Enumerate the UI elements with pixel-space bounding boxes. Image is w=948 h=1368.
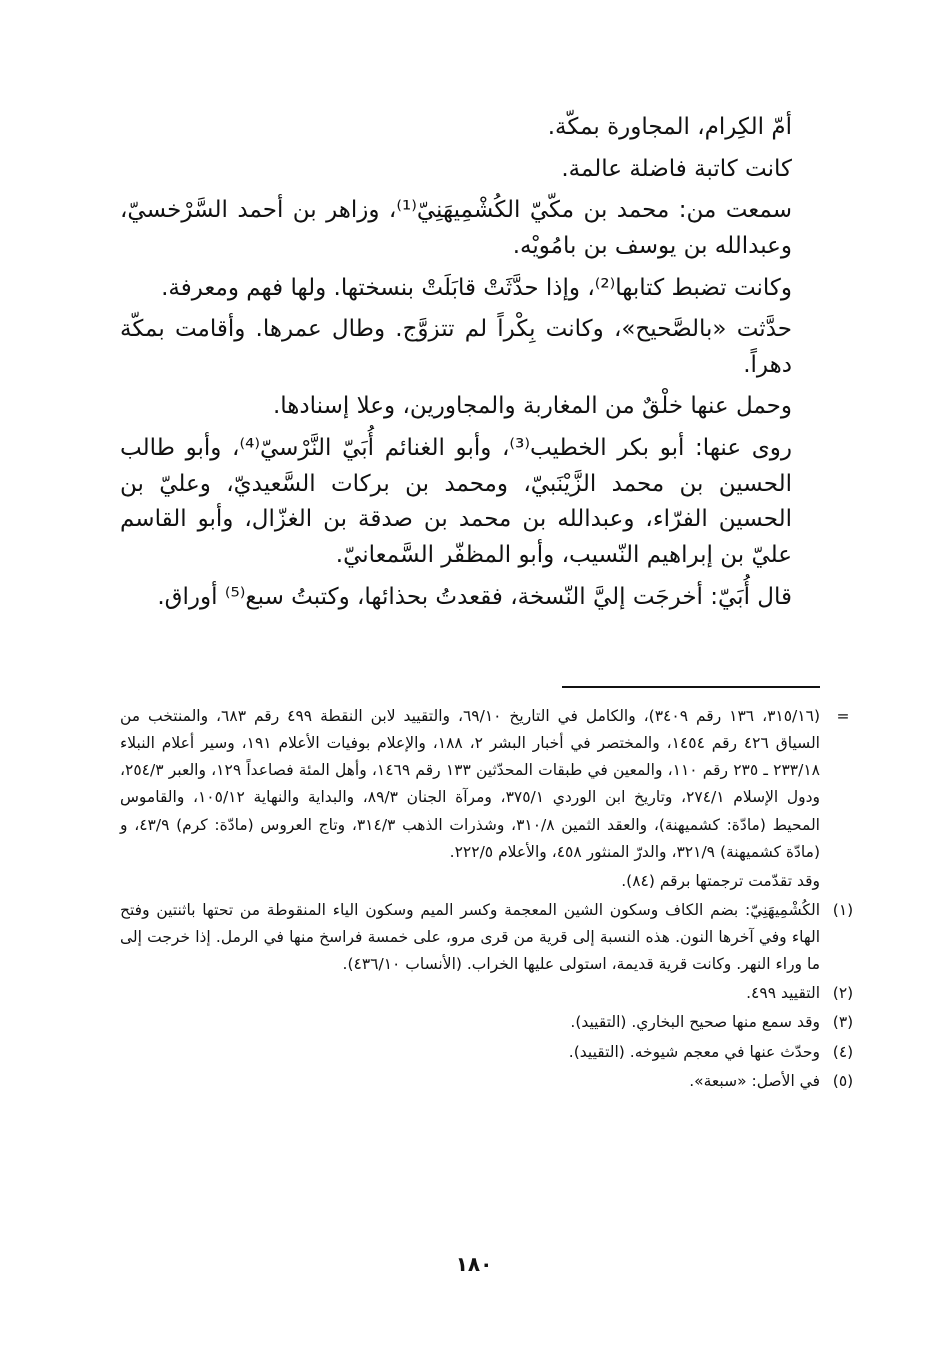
paragraph: حدَّثت «بالصَّحيح»، وكانت بِكْراً لم تتزوَّج. وطال عمرها. وأقامت بمكّة دهراً.: [120, 316, 792, 378]
paragraph: سمعت من: محمد بن مكّيّ الكُشْمِيهَنِيّ⁽¹⁾، وزاهر بن أحمد السَّرْخسيّ، وعبدالله بن يوسف بن بامُويْه.: [120, 197, 792, 259]
footnote-extra-text: وقد تقدّمت ترجمتها برقم (٨٤).: [621, 871, 820, 890]
paragraph: وكانت تضبط كتابها⁽²⁾، وإذا حدَّثَتْ قابَلَتْ بنسختها. ولها فهم ومعرفة.: [161, 274, 792, 301]
footnote-number: (٢): [832, 984, 854, 1003]
footnote-separator: [562, 686, 820, 688]
footnote-5: [120, 1068, 854, 1095]
footnote-1: [120, 897, 854, 978]
footnote-number: (٣): [832, 1013, 854, 1032]
footnote-text: التقييد ٤٩٩.: [746, 984, 820, 1003]
footnote-text: وقد سمع منها صحيح البخاري. (التقييد).: [570, 1013, 820, 1032]
paragraph: كانت كاتبة فاضلة عالمة.: [561, 155, 792, 182]
paragraph: وحمل عنها خلْقٌ من المغاربة والمجاورين، وعلا إسنادها.: [272, 393, 792, 420]
footnote-text: الكُشْمِيهَنِيّ: بضم الكاف وسكون الشين المعجمة وكسر الميم وسكون الياء المنقوطة من تحتها باثنتين وفتح الهاء وفي آخرها النون. هذه النسبة إلى قرية من قرى مرو، على خمسة فراسخ منها في الرمل. إذا خرجت إلى ما وراء النهر. وكانت قرية قديمة، استولى عليها الخراب. (الأنساب ٤٣٦/١٠).: [120, 900, 820, 974]
footnote-2: [120, 980, 854, 1007]
paragraph: قال أُبَيّ: أخرجَت إليَّ النّسخة، فقعدتُ بحذائها، وكتبتُ سبع⁽⁵⁾ أوراق.: [157, 583, 792, 610]
footnote-continuation-text: (٣١٥/١٦، ١٣٦ رقم ٣٤٠٩)، والكامل في التاريخ ٦٩/١٠، والتقييد لابن النقطة ٤٩٩ رقم ٦٨٣، والمنتخب من السياق ٤٢٦ رقم ١٤٥٤، والمختصر في أخبار البشر ٢، ١٨٨، والإعلام بوفيات الأعلام ١٩١، وسير أعلام النبلاء ٢٣٣/١٨ ـ ٢٣٥ رقم ١١٠، والمعين في طبقات المحدّثين ١٣٣ رقم ١٤٦٩، وأهل المئة فصاعداً ١٢٩، والعبر ٢٥٤/٣، ودول الإسلام ٢٧٤/١، وتاريخ ابن الوردي ٣٧٥/١، ومرآة الجنان ٨٩/٣، والبداية والنهاية ١٠٥/١٢، والقاموس المحيط (مادّة: كشميهنة)، والعقد الثمين ٣١٠/٨، وشذرات الذهب ٣١٤/٣، وتاج العروس (مادّة: كرم) ٤٣/٩، و (مادّة كشميهنة) ٣٢١/٩، والدرّ المنثور ٤٥٨، والأعلام ٢٢٢/٥.: [120, 707, 821, 861]
footnote-number: (٥): [832, 1071, 854, 1090]
footnotes: [120, 703, 854, 1097]
paragraph: أمّ الكِرام، المجاورة بمكّة.: [547, 114, 792, 140]
footnote-continuation: [120, 703, 850, 866]
footnote-number: (١): [832, 900, 854, 919]
main-text: [120, 110, 820, 621]
footnote-text: في الأصل: «سبعة».: [689, 1071, 820, 1090]
footnote-4: [120, 1039, 854, 1066]
footnote-number: (٤): [832, 1042, 854, 1061]
footnote-3: [120, 1009, 854, 1036]
footnote-extra-line: [120, 868, 820, 895]
paragraph: روى عنها: أبو بكر الخطيب⁽³⁾، وأبو الغنائم أُبَيّ النَّرْسيّ⁽⁴⁾، وأبو طالب الحسين بن محمد الزَّيْنَبيّ، ومحمد بن بركات السَّعيديّ، وعليّ بن الحسين الفرّاء، وعبدالله بن محمد بن صدقة بن الغزّال، وأبو القاسم عليّ بن إبراهيم النّسيب، وأبو المظفّر السَّمعانيّ.: [120, 435, 792, 569]
page-number: ١٨٠: [455, 1252, 493, 1276]
footnote-continuation-mark: =: [836, 707, 850, 725]
footnote-text: وحدّث عنها في معجم شيوخه. (التقييد).: [568, 1042, 820, 1061]
